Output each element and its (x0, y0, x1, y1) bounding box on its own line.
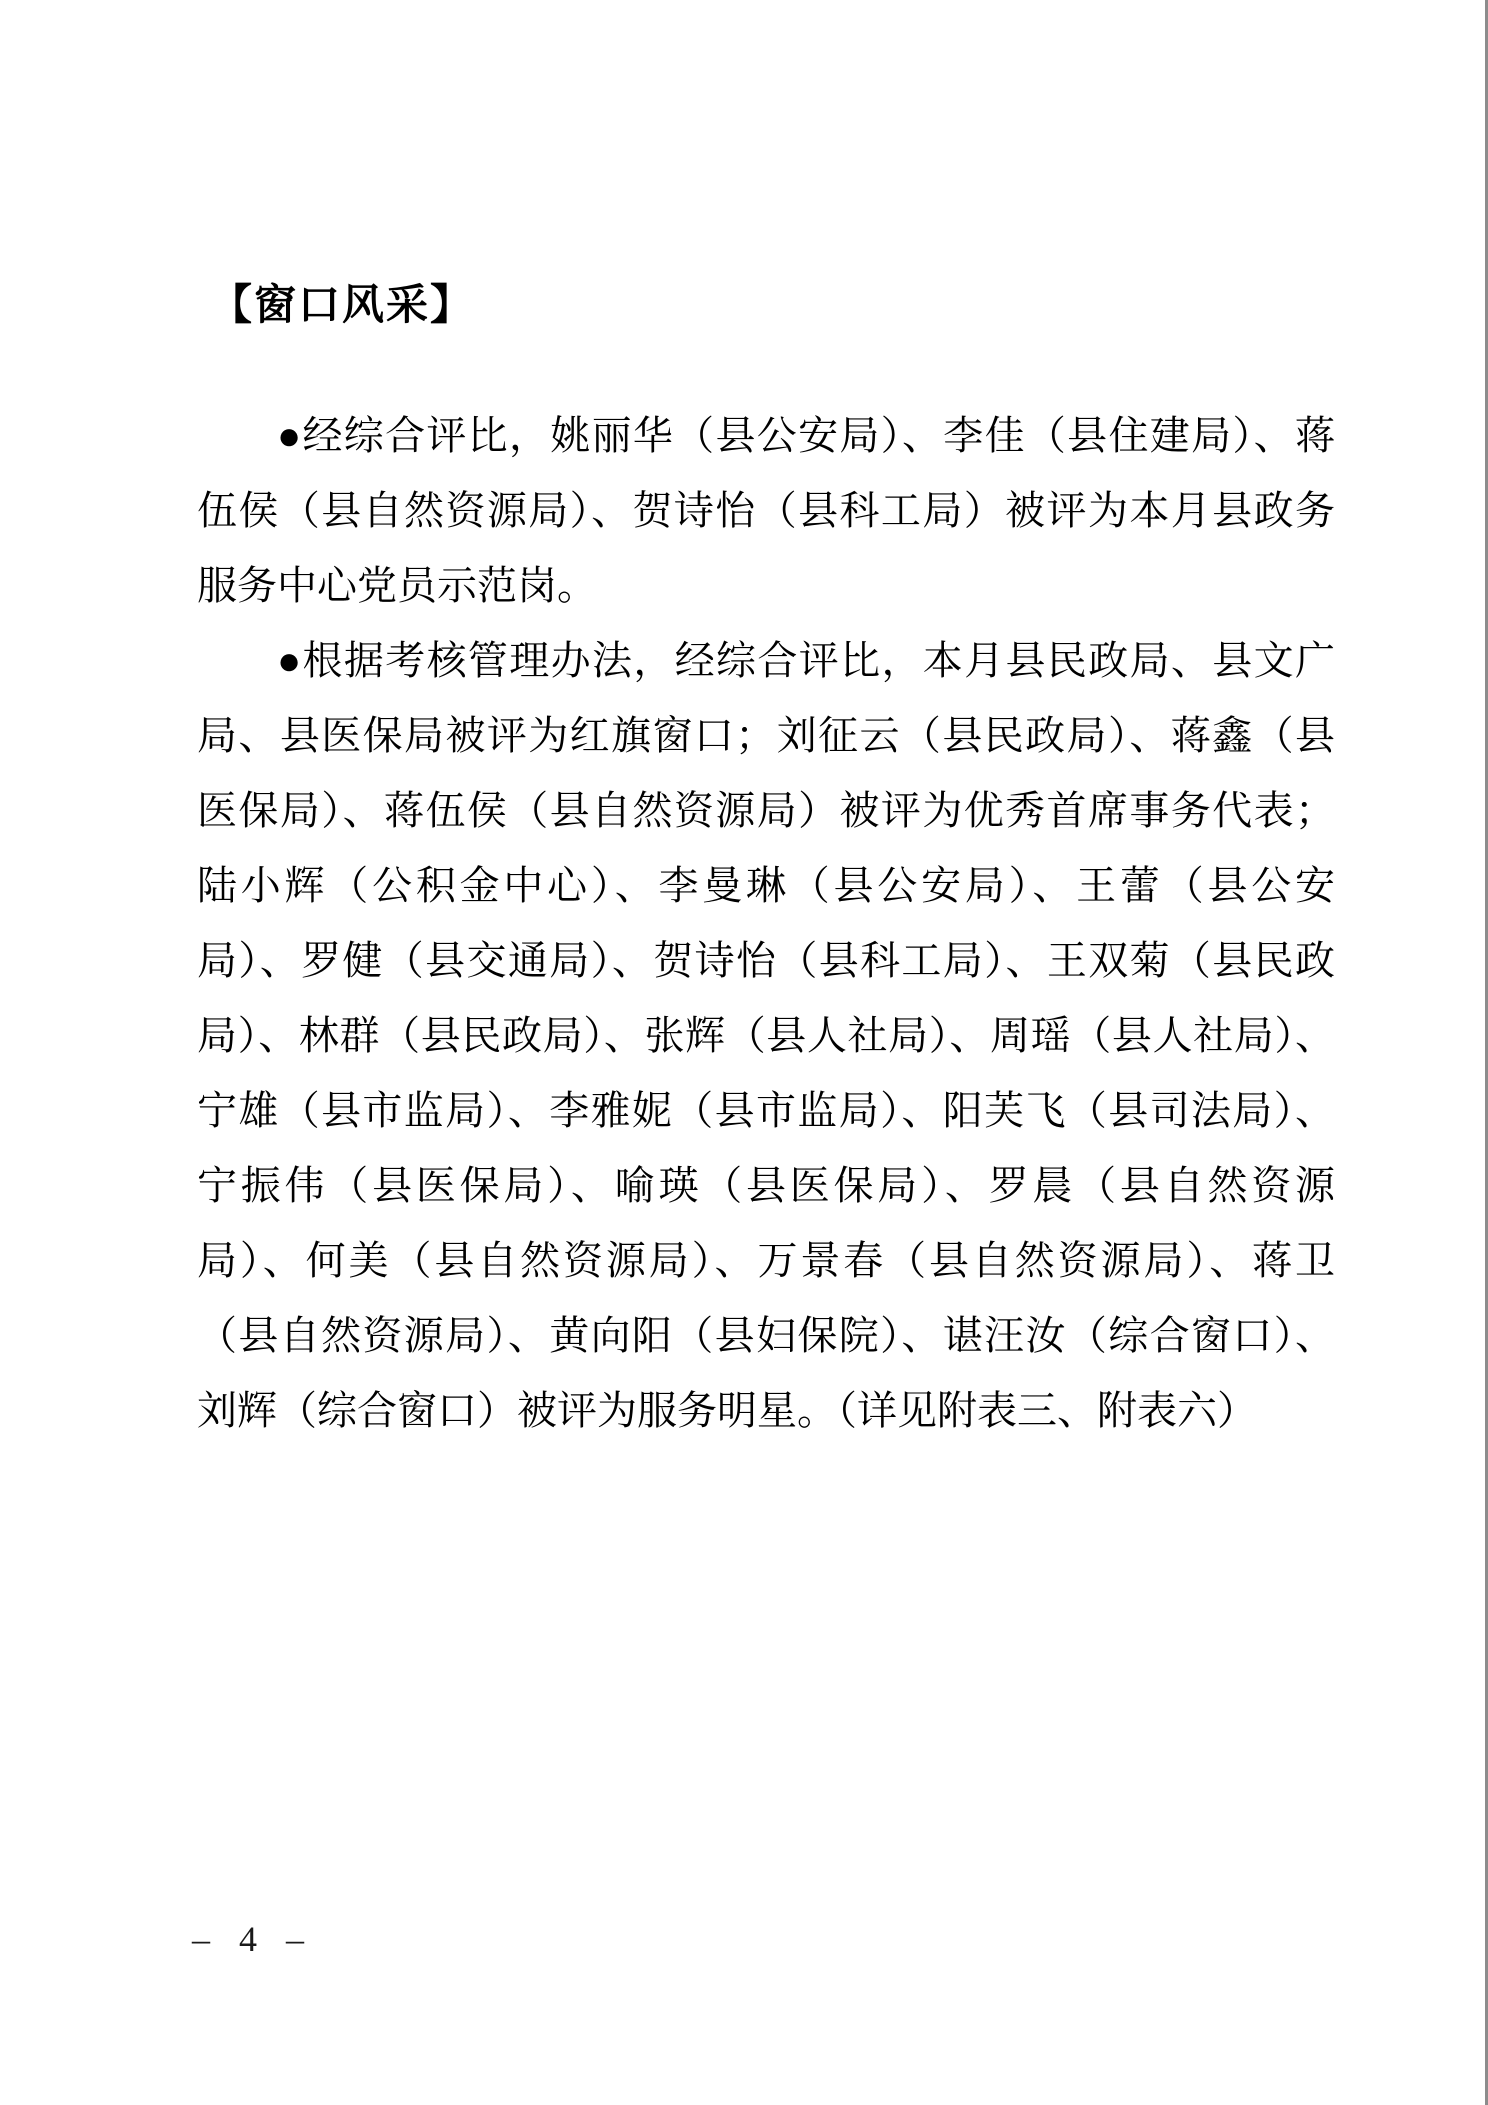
section-title: 【窗口风采】 (210, 281, 475, 328)
page-number: – 4 – (192, 1919, 314, 1959)
paragraph-monthly-awards: ●根据考核管理办法，经综合评比，本月县民政局、县文广局、县医保局被评为红旗窗口；刘征云（县民政局）、蒋鑫（县医保局）、蒋伍侯（县自然资源局）被评为优秀首席事务代表；陆小辉（公积金中心）、李曼琳（县公安局）、王蕾（县公安局）、罗健（县交通局）、贺诗怡（县科工局）、王双菊（县民政局）、林群（县民政局）、张辉（县人社局）、周瑶（县人社局）、宁雄（县市监局）、李雅妮（县市监局）、阳芙飞（县司法局）、宁振伟（县医保局）、喻瑛（县医保局）、罗晨（县自然资源局）、何美（县自然资源局）、万景春（县自然资源局）、蒋卫（县自然资源局）、黄向阳（县妇保院）、谌汪汝（综合窗口）、刘辉（综合窗口）被评为服务明星。（详见附表三、附表六） (197, 638, 1335, 1433)
body-text (197, 398, 1335, 1448)
paragraph-party-demo-posts: ●经综合评比，姚丽华（县公安局）、李佳（县住建局）、蒋伍侯（县自然资源局）、贺诗怡（县科工局）被评为本月县政务服务中心党员示范岗。 (197, 413, 1335, 608)
